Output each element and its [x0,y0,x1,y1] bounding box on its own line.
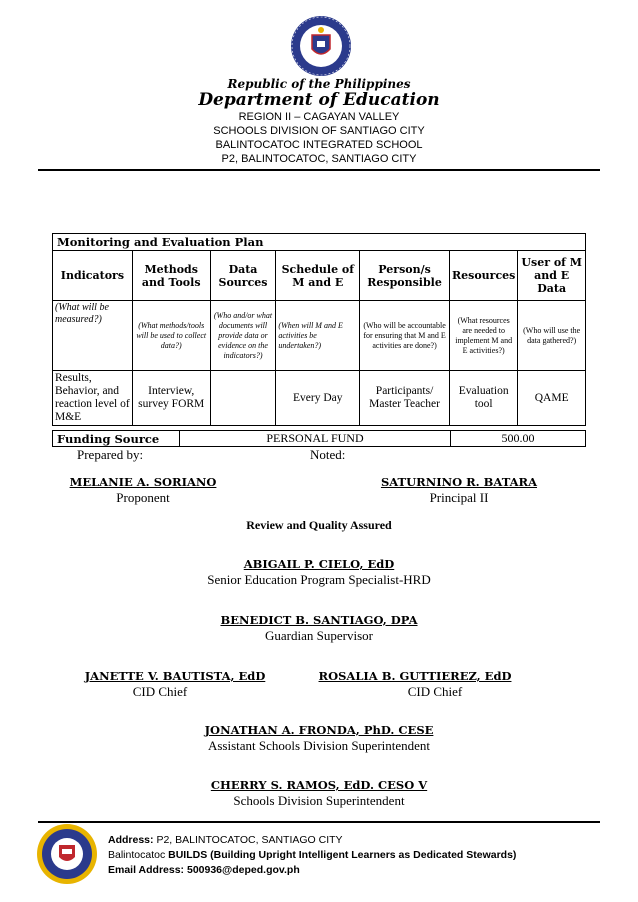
footer-divider [38,821,600,823]
data-cell: Interview, survey FORM [132,371,210,426]
gs-name: BENEDICT B. SANTIAGO, DPA [220,613,418,627]
guide-cell: (What methods/tools will be used to collect data?) [132,301,210,371]
guide-cell: (What resources are needed to implement M and E activities?) [449,301,517,371]
footer-address-label: Address: [108,834,154,846]
gs-block [0,613,638,644]
department-title: Department of Education [198,90,440,110]
cid1-position: CID Chief [132,684,188,699]
col-header-methods: Methods and Tools [132,251,210,301]
region-line: REGION II – CAGAYAN VALLEY [238,111,400,123]
header-divider [38,169,600,171]
eps-name: ABIGAIL P. CIELO, EdD [243,557,395,571]
principal-name: SATURNINO R. BATARA [380,475,538,489]
deped-seal [290,15,352,77]
prepared-by-label: Prepared by: [77,447,144,462]
school-address-line: P2, BALINTOCATOC, SANTIAGO CITY [221,153,417,165]
school-line: BALINTOCATOC INTEGRATED SCHOOL [215,139,423,151]
guide-cell: (Who and/or what documents will provide data or evidence on the indicators?) [210,301,276,371]
footer-email-value: 500936@deped.gov.ph [186,864,300,876]
guide-cell: (When will M and E activities be undertaken?) [276,301,360,371]
cid2-name: ROSALIA B. GUTTIEREZ, EdD [318,669,512,683]
sds-name: CHERRY S. RAMOS, EdD. CESO V [210,778,428,792]
col-header-data-sources: Data Sources [210,251,276,301]
me-plan-table [52,233,586,426]
eps-block [0,557,638,588]
funding-amount: 500.00 [451,431,586,447]
proponent-name: MELANIE A. SORIANO [69,475,217,489]
footer-email-label: Email Address: [108,864,185,876]
cid2-block [310,669,520,700]
data-cell: Every Day [276,371,360,426]
division-line: SCHOOLS DIVISION OF SANTIAGO CITY [213,125,425,137]
data-cell [210,371,276,426]
footer-email [108,863,300,878]
data-cell: Evaluation tool [449,371,517,426]
sds-block [0,778,638,809]
guide-cell: (What will be measured?) [53,301,133,371]
school-logo [36,823,98,885]
data-row [53,371,586,426]
data-cell: Results, Behavior, and reaction level of M&E [53,371,133,426]
col-header-persons: Person/s Responsible [360,251,450,301]
data-cell: Participants/ Master Teacher [360,371,450,426]
republic-title: Republic of the Philippines [227,77,411,91]
sds-position: Schools Division Superintendent [233,793,405,808]
funding-source: PERSONAL FUND [180,431,451,447]
col-header-indicators: Indicators [53,251,133,301]
proponent-block [60,475,226,506]
footer-address [108,833,343,848]
cid1-name: JANETTE V. BAUTISTA, EdD [84,669,266,683]
cid2-position: CID Chief [407,684,463,699]
review-label: Review and Quality Assured [246,518,392,532]
noted-label: Noted: [310,447,346,462]
eps-position: Senior Education Program Specialist-HRD [207,572,431,587]
col-header-schedule: Schedule of M and E [276,251,360,301]
proponent-position: Proponent [116,490,170,505]
guide-cell: (Who will use the data gathered?) [518,301,586,371]
col-header-users: User of M and E Data [518,251,586,301]
guide-row [53,301,586,371]
gs-position: Guardian Supervisor [265,628,373,643]
data-cell: QAME [518,371,586,426]
cid1-block [70,669,280,700]
footer-motto-prefix: Balintocatoc [108,849,166,861]
asds-name: JONATHAN A. FRONDA, PhD. CESE [204,723,434,737]
col-header-resources: Resources [449,251,517,301]
principal-position: Principal II [429,490,489,505]
footer-motto [108,848,516,863]
asds-position: Assistant Schools Division Superintendent [207,738,431,753]
footer-address-value: P2, BALINTOCATOC, SANTIAGO CITY [156,834,343,846]
footer-motto-value: BUILDS (Building Upright Intelligent Learners as Dedicated Stewards) [168,849,517,861]
guide-cell: (Who will be accountable for ensuring that M and E activities are done?) [360,301,450,371]
asds-block [0,723,638,754]
principal-block [370,475,548,506]
funding-label: Funding Source [53,431,180,447]
me-plan-title: Monitoring and Evaluation Plan [53,234,586,251]
funding-table [52,430,586,447]
